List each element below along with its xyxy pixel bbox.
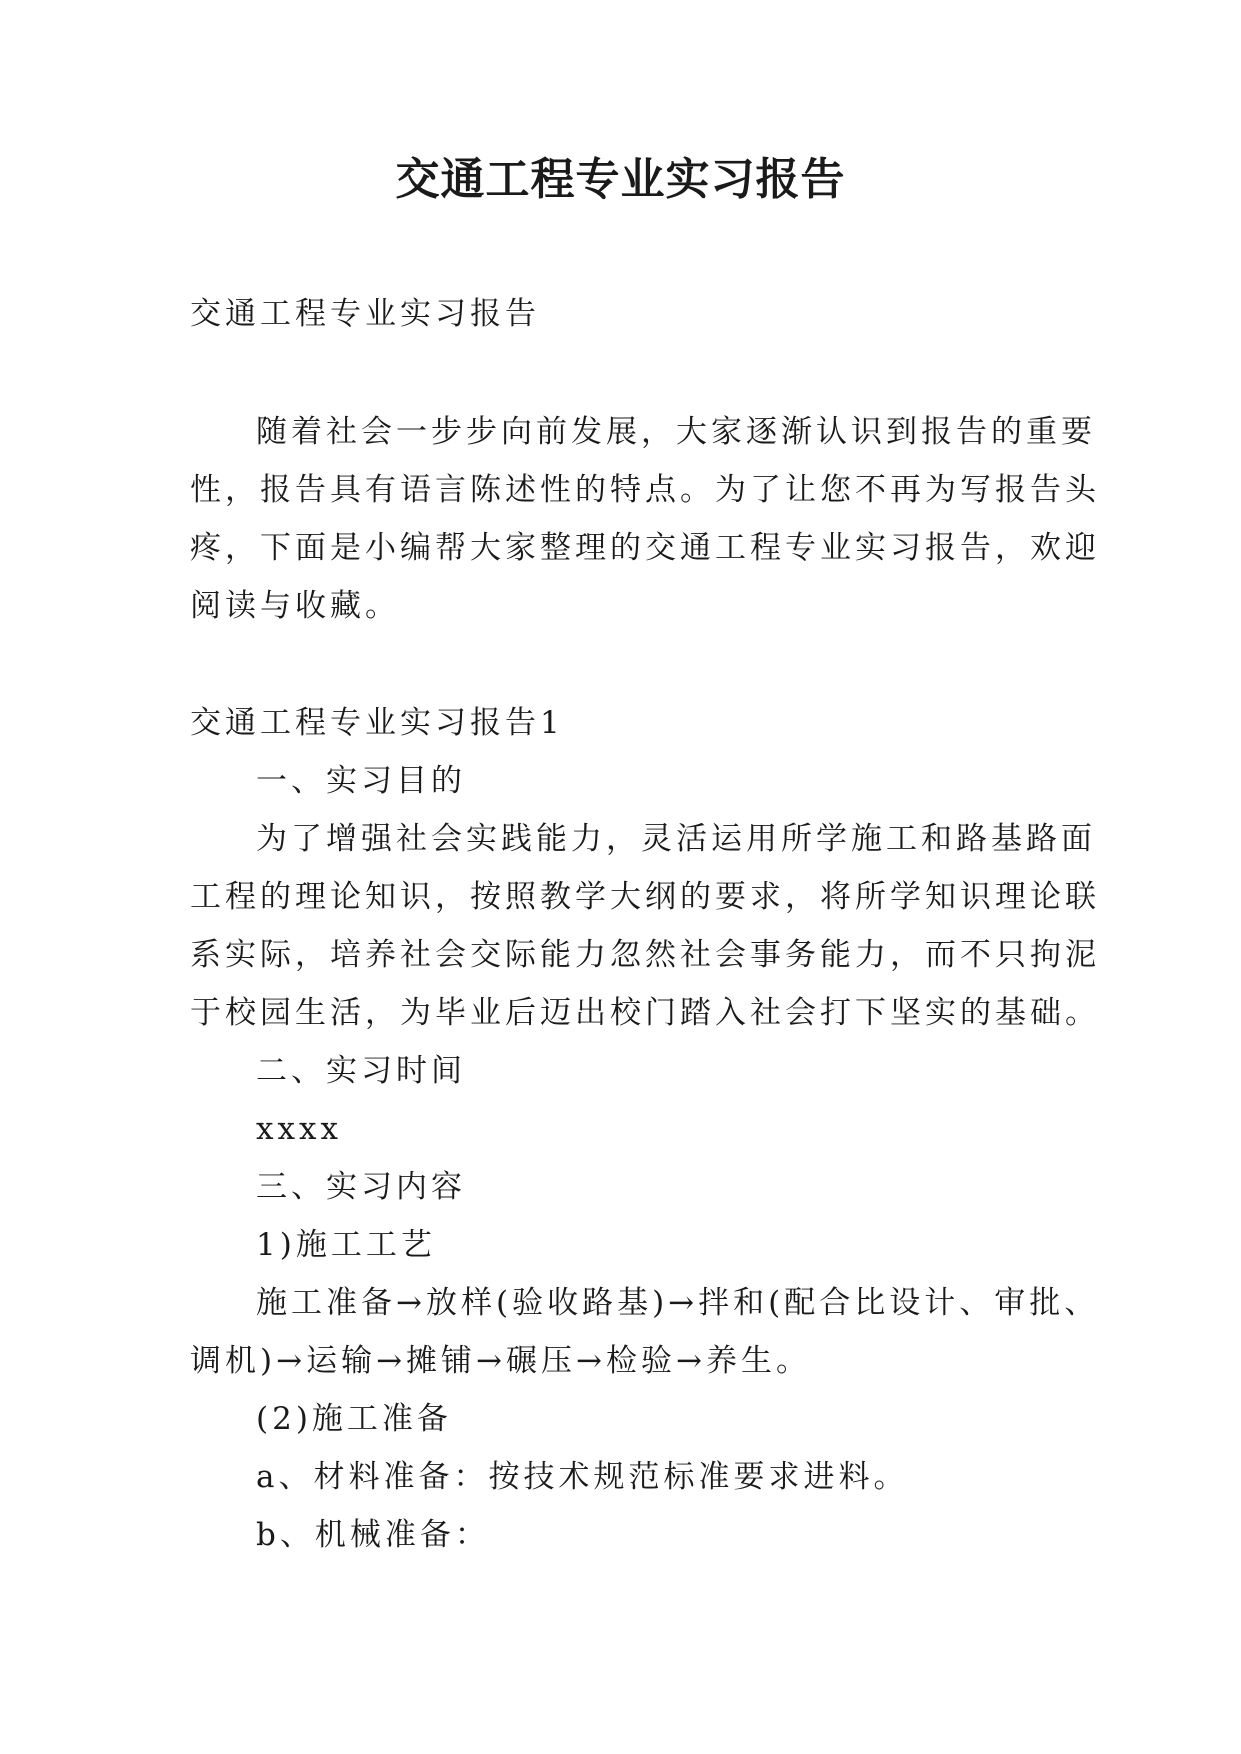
section2-value: xxxx xyxy=(256,1111,342,1147)
section1-heading: 一、实习目的 xyxy=(256,763,466,799)
section3-heading: 三、实习内容 xyxy=(256,1169,466,1205)
document-title: 交通工程专业实习报告 xyxy=(395,154,846,205)
document-subtitle: 交通工程专业实习报告 xyxy=(190,296,540,332)
section2-heading: 二、实习时间 xyxy=(256,1053,466,1089)
intro-line-4: 阅读与收藏。 xyxy=(190,588,400,624)
section1-line-3: 系实际，培养社会交际能力忽然社会事务能力，而不只拘泥 xyxy=(190,937,1100,973)
section3-item1-heading: 1)施工工艺 xyxy=(256,1227,436,1263)
intro-line-1: 随着社会一步步向前发展，大家逐渐认识到报告的重要 xyxy=(256,414,1096,450)
section3-item1-line-1: 施工准备→放样(验收路基)→拌和(配合比设计、审批、 xyxy=(256,1285,1100,1321)
section3-item2-b: b、机械准备： xyxy=(256,1517,490,1553)
section3-item2-heading: (2)施工准备 xyxy=(256,1401,452,1437)
section1-line-2: 工程的理论知识，按照教学大纲的要求，将所学知识理论联 xyxy=(190,879,1100,915)
intro-line-2: 性，报告具有语言陈述性的特点。为了让您不再为写报告头 xyxy=(190,472,1100,508)
section3-item1-line-2: 调机)→运输→摊铺→碾压→检验→养生。 xyxy=(190,1343,811,1379)
section1-line-4: 于校园生活，为毕业后迈出校门踏入社会打下坚实的基础。 xyxy=(190,995,1100,1031)
section3-item2-a: a、材料准备：按技术规范标准要求进料。 xyxy=(256,1459,909,1495)
report-heading: 交通工程专业实习报告1 xyxy=(190,705,564,741)
section1-line-1: 为了增强社会实践能力，灵活运用所学施工和路基路面 xyxy=(256,821,1096,857)
intro-line-3: 疼，下面是小编帮大家整理的交通工程专业实习报告，欢迎 xyxy=(190,530,1100,566)
